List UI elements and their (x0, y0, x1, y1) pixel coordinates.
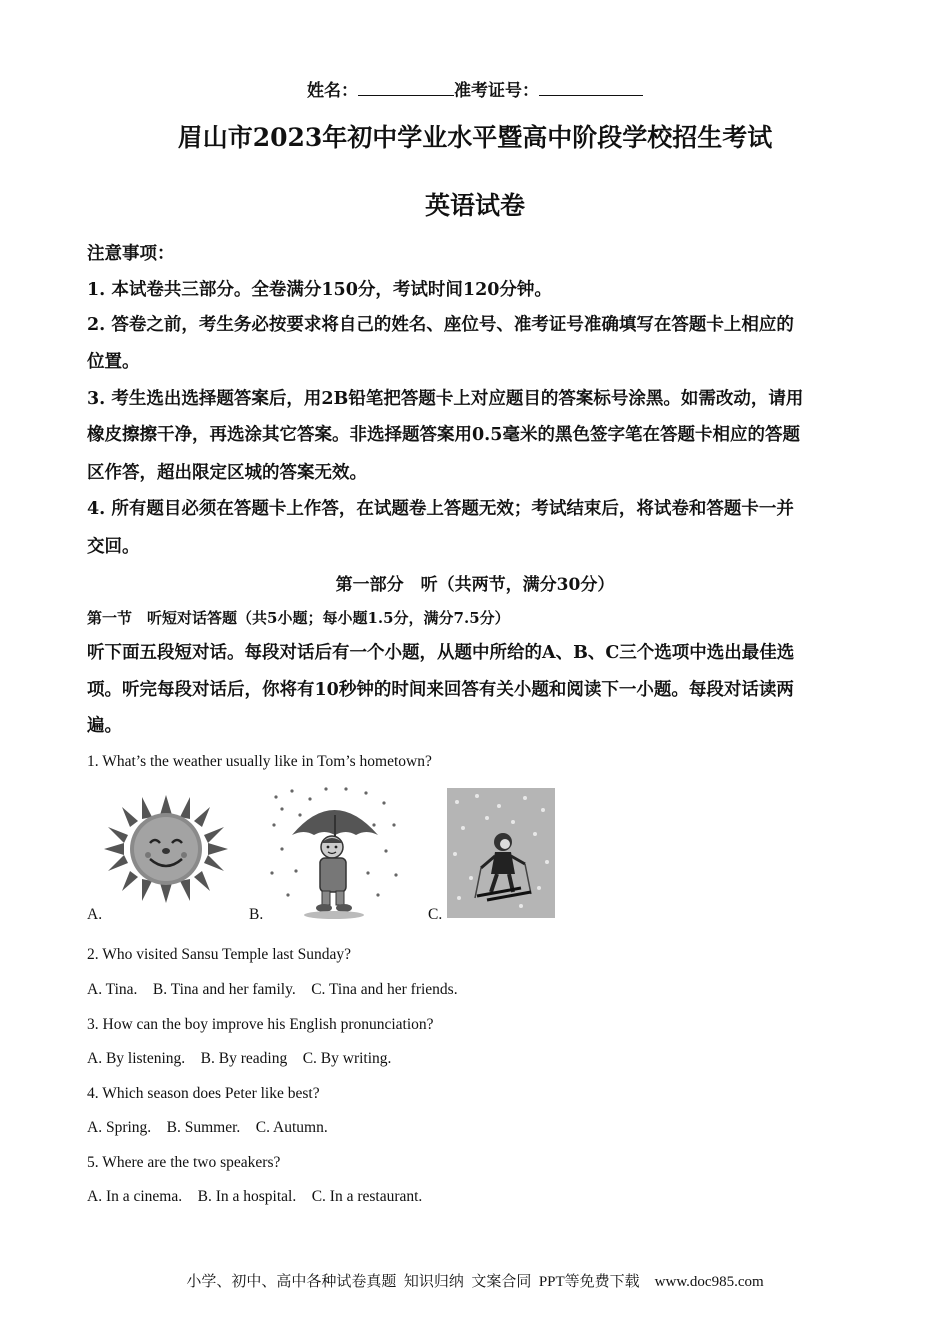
question-5-options: A. In a cinema. B. In a hospital. C. In a restaurant. (87, 1188, 423, 1205)
note-line-1: 1. 本试卷共三部分。全卷满分150分，考试时间120分钟。 (87, 280, 552, 300)
instruction-line-1: 听下面五段短对话。每段对话后有一个小题，从题中所给的A、B、C三个选项中选出最佳选 (87, 643, 795, 663)
exam-id-label: 准考证号： (454, 81, 539, 101)
note-line-8: 交回。 (87, 537, 140, 557)
question-4: 4. Which season does Peter like best? (87, 1085, 320, 1102)
section1-heading: 第一节 听短对话答题（共5小题；每小题1.5分，满分7.5分） (87, 609, 510, 627)
question-4-options: A. Spring. B. Summer. C. Autumn. (87, 1119, 328, 1136)
option-a-label: A. (87, 906, 103, 923)
option-b-label: B. (249, 906, 264, 923)
question-2-options: A. Tina. B. Tina and her family. C. Tina and her friends. (87, 981, 458, 998)
notes-heading: 注意事项： (87, 244, 175, 264)
part1-heading: 第一部分 听（共两节，满分30分） (335, 575, 615, 595)
footer-text: 小学、初中、高中各种试卷真题 知识归纳 文案合同 PPT等免费下载 www.doc985.com (186, 1274, 764, 1290)
exam-id-blank (539, 79, 643, 96)
note-line-2: 2. 答卷之前，考生务必按要求将自己的姓名、座位号、准考证号准确填写在答题卡上相应的 (87, 315, 794, 335)
question-5: 5. Where are the two speakers? (87, 1154, 281, 1171)
question-3: 3. How can the boy improve his English pronunciation? (87, 1016, 434, 1033)
note-line-7: 4. 所有题目必须在答题卡上作答，在试题卷上答题无效；考试结束后，将试卷和答题卡一并 (87, 499, 794, 519)
note-line-6: 区作答，超出限定区城的答案无效。 (87, 463, 367, 483)
question-1: 1. What’s the weather usually like in Tom’s hometown? (87, 753, 432, 770)
name-blank (358, 79, 454, 96)
candidate-info-line (0, 76, 950, 101)
name-label: 姓名： (307, 81, 358, 101)
note-line-4: 3. 考生选出选择题答案后，用2B铅笔把答题卡上对应题目的答案标号涂黑。如需改动，请用 (87, 389, 804, 409)
question-2: 2. Who visited Sansu Temple last Sunday? (87, 946, 351, 963)
instruction-line-2: 项。听完每段对话后，你将有10秒钟的时间来回答有关小题和阅读下一小题。每段对话读两 (87, 680, 794, 700)
note-line-3: 位置。 (87, 352, 140, 372)
option-c-label: C. (428, 906, 443, 923)
sun-icon (100, 793, 232, 905)
note-line-5: 橡皮擦擦干净，再选涂其它答案。非选择题答案用0.5毫米的黑色签字笔在答题卡相应的答题 (87, 425, 800, 445)
exam-title: 眉山市2023年初中学业水平暨高中阶段学校招生考试 (177, 123, 773, 152)
snow-skier-icon (447, 788, 555, 918)
question-3-options: A. By listening. B. By reading C. By writing. (87, 1050, 392, 1067)
exam-subject: 英语试卷 (424, 191, 525, 220)
instruction-line-3: 遍。 (87, 716, 122, 736)
rain-umbrella-icon (266, 785, 402, 921)
